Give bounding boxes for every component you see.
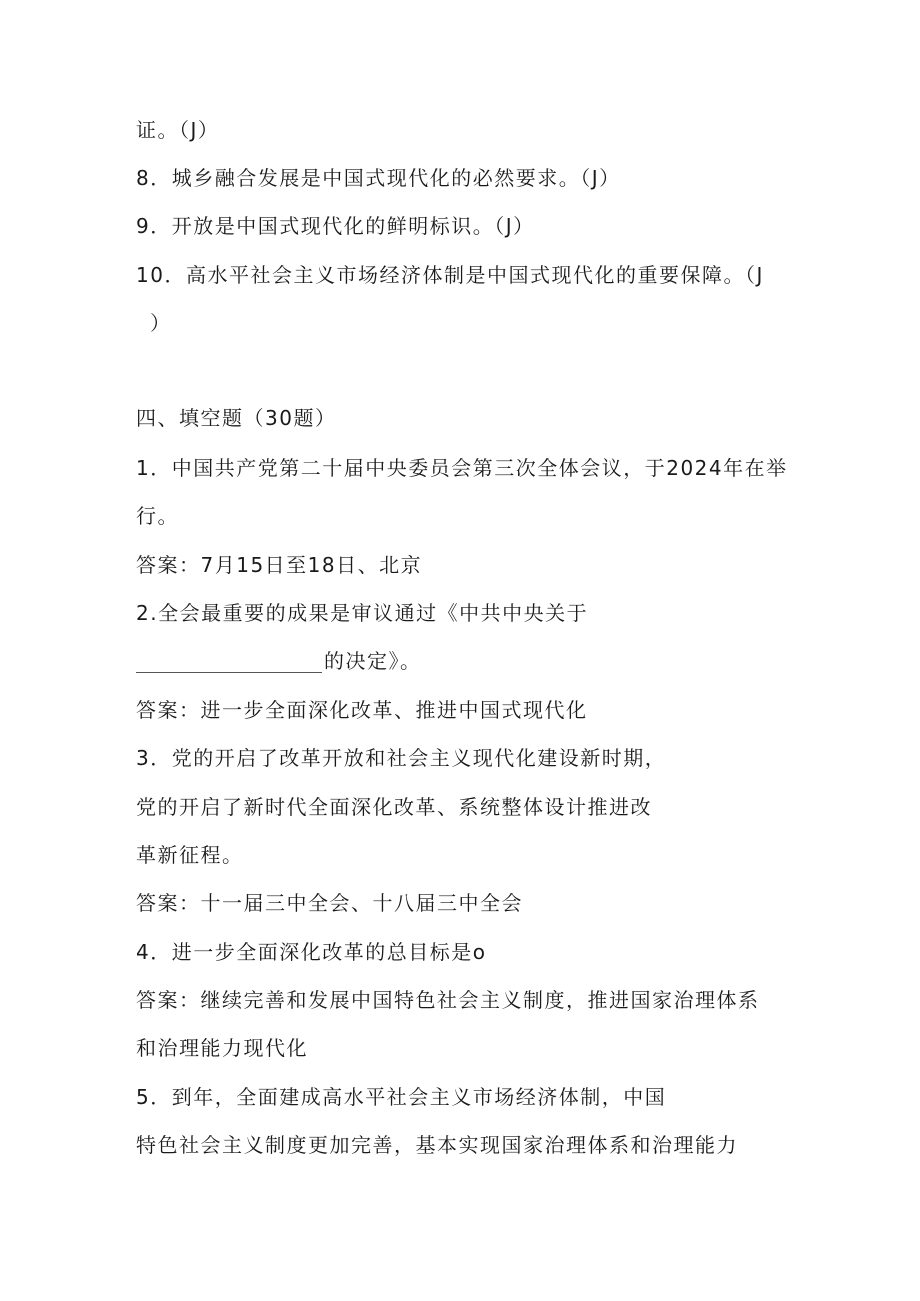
fill-blank-underline [136,652,322,673]
question-4: 4．进一步全面深化改革的总目标是o [136,940,487,964]
answer-2: 答案：进一步全面深化改革、推进中国式现代化 [136,698,588,722]
true-false-item-8: 8．城乡融合发展是中国式现代化的必然要求。（J） [136,166,621,190]
section-heading-fill-in-blank: 四、填空题（30题） [136,406,337,430]
true-false-item-9: 9．开放是中国式现代化的鲜明标识。（J） [136,214,535,238]
question-2-cont [136,649,422,673]
answer-3: 答案：十一届三中全会、十八届三中全会 [136,891,523,915]
true-false-item-10: 10．高水平社会主义市场经济体制是中国式现代化的重要保障。（J [136,263,764,287]
question-5: 5．到年，全面建成高水平社会主义市场经济体制，中国 [136,1085,667,1109]
answer-1: 答案：7月15日至18日、北京 [136,553,423,577]
answer-4-cont: 和治理能力现代化 [136,1036,308,1060]
text-line-continuation: 证。（J） [136,118,220,142]
question-2: 2.全会最重要的成果是审议通过《中共中央关于 [136,601,589,625]
answer-4: 答案：继续完善和发展中国特色社会主义制度，推进国家治理体系 [136,988,760,1012]
true-false-item-10-end: ） [150,311,172,335]
question-3: 3．党的开启了改革开放和社会主义现代化建设新时期， [136,746,667,770]
question-3-cont: 党的开启了新时代全面深化改革、系统整体设计推进改 [136,795,652,819]
question-1-cont: 行。 [136,504,179,528]
question-5-cont: 特色社会主义制度更加完善，基本实现国家治理体系和治理能力 [136,1133,738,1157]
question-3-cont-2: 革新征程。 [136,843,244,867]
question-1: 1．中国共产党第二十届中央委员会第三次全体会议，于2024年在举 [136,456,788,480]
question-2-suffix: 的决定》。 [324,649,422,673]
